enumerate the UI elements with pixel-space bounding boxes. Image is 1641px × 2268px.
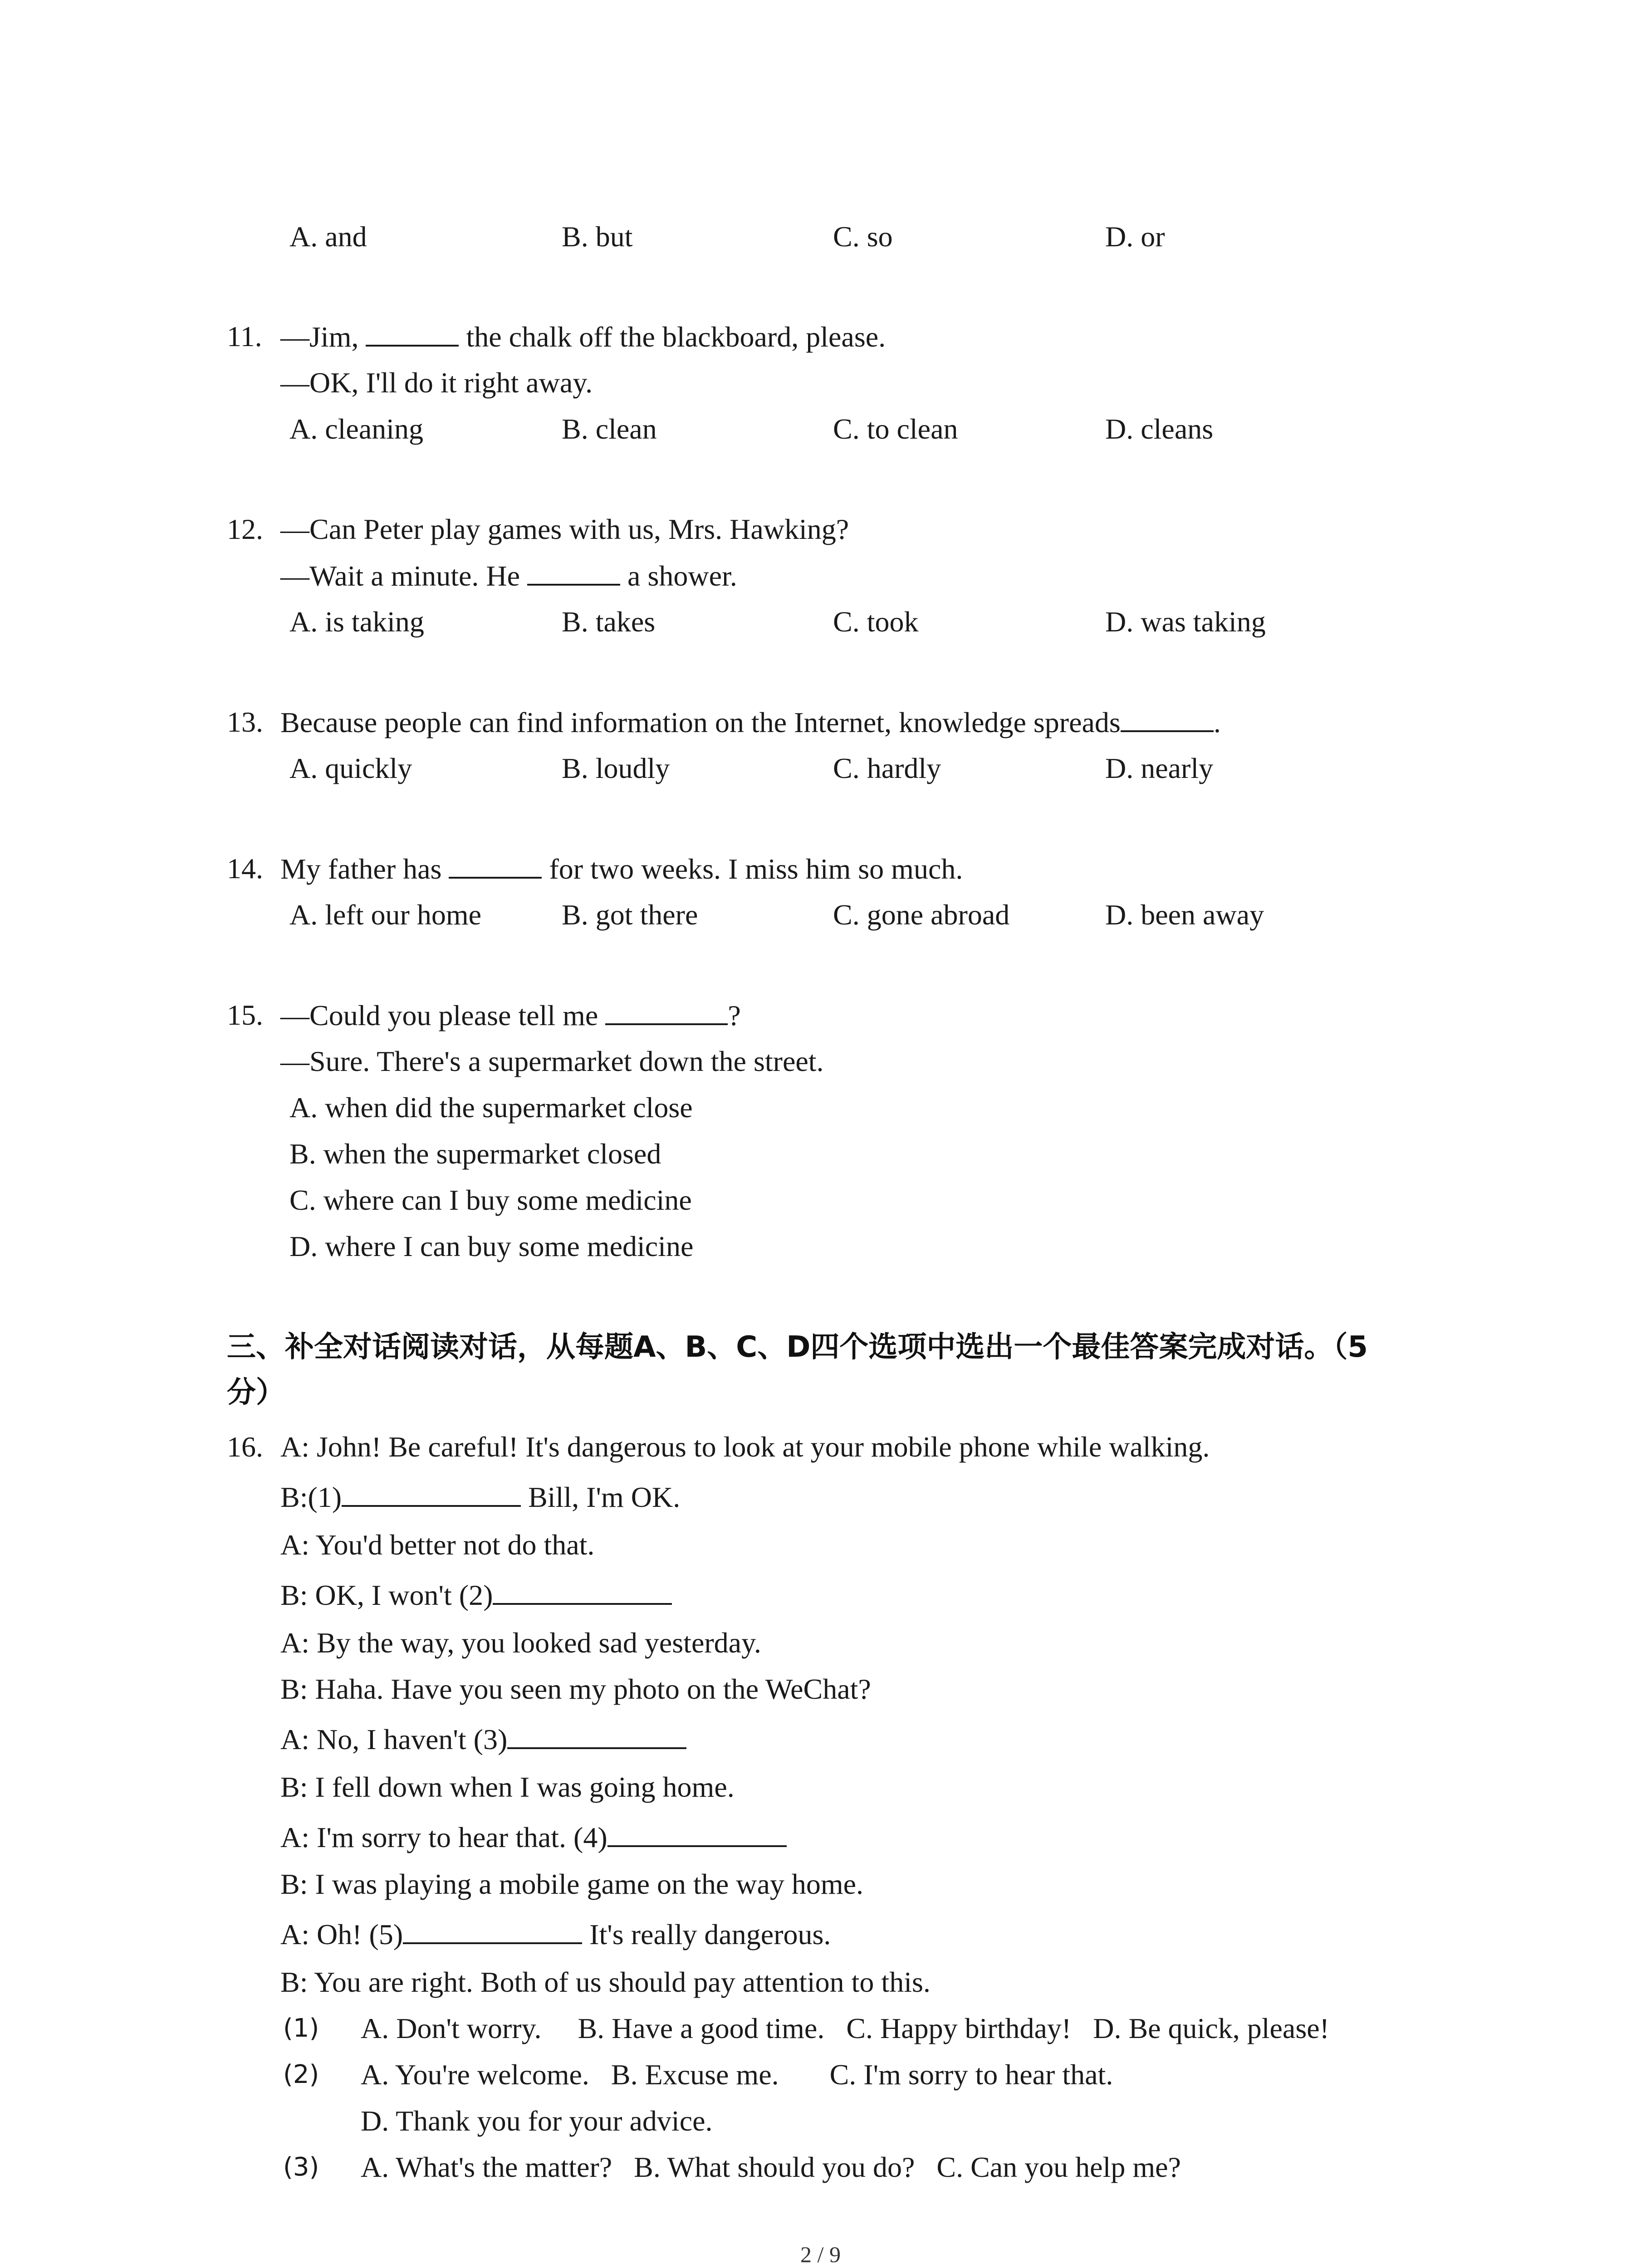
q12-option-a: A. is taking [289, 606, 424, 638]
q15-blank [605, 997, 728, 1025]
q14-stem-post: for two weeks. I miss him so much. [542, 853, 963, 885]
q15-stem-pre: —Could you please tell me [280, 999, 606, 1031]
sub-question-label: (3) [283, 2152, 319, 2182]
sub-question-options: A. What's the matter? B. What should you do? C. Can you help me? [361, 2151, 1181, 2183]
q11-option-b: B. clean [562, 413, 657, 445]
q15-option-b: B. when the supermarket closed [289, 1138, 661, 1170]
dialogue-line: B: Haha. Have you seen my photo on the WeChat? [280, 1673, 871, 1705]
q11-option-d: D. cleans [1105, 413, 1214, 445]
dialogue-blank-1 [342, 1479, 521, 1507]
q16-number: 16. [227, 1431, 263, 1463]
dialogue-post: It's really dangerous. [582, 1918, 831, 1950]
q11-stem-pre: —Jim, [280, 321, 366, 353]
dialogue-blank-3 [507, 1721, 686, 1749]
dialogue-line [280, 1479, 680, 1515]
q12-blank [527, 557, 620, 586]
dialogue-line: A: By the way, you looked sad yesterday. [280, 1627, 761, 1659]
q12-stem: —Can Peter play games with us, Mrs. Hawking? [280, 513, 849, 545]
q13-option-d: D. nearly [1105, 752, 1214, 784]
q10-option-a: A. and [289, 220, 367, 253]
dialogue-line: A: You'd better not do that. [280, 1529, 595, 1561]
dialogue-post: Bill, I'm OK. [521, 1481, 681, 1513]
page-number: 2 / 9 [800, 2242, 841, 2267]
q10-option-b: B. but [562, 220, 633, 253]
q13-option-c: C. hardly [833, 752, 941, 784]
q13-stem-post: . [1213, 706, 1221, 738]
q15-option-c: C. where can I buy some medicine [289, 1184, 692, 1216]
q15-stem-post: ? [728, 999, 741, 1031]
q13-option-b: B. loudly [562, 752, 670, 784]
dialogue-line [280, 1577, 672, 1613]
q14-option-b: B. got there [562, 899, 698, 931]
section-3-heading-line1: 三、补全对话阅读对话，从每题A、B、C、D四个选项中选出一个最佳答案完成对话。（5 [227, 1330, 1368, 1364]
dialogue-pre: A: I'm sorry to hear that. (4) [280, 1821, 607, 1853]
q10-option-c: C. so [833, 220, 893, 253]
q12-number: 12. [227, 513, 263, 545]
q14-option-d: D. been away [1105, 899, 1264, 931]
q15-option-d: D. where I can buy some medicine [289, 1230, 694, 1262]
q13-stem-pre: Because people can find information on the Internet, knowledge spreads [280, 706, 1121, 738]
q14-blank [449, 850, 542, 879]
q12-option-c: C. took [833, 606, 919, 638]
q15-option-a: A. when did the supermarket close [289, 1091, 693, 1124]
dialogue-line [280, 1819, 787, 1856]
q12-response-post: a shower. [620, 560, 737, 592]
dialogue-line: B: I fell down when I was going home. [280, 1771, 735, 1803]
q11-number: 11. [227, 320, 262, 352]
sub-question-options-cont: D. Thank you for your advice. [361, 2105, 713, 2137]
dialogue-line: B: I was playing a mobile game on the way home. [280, 1868, 864, 1900]
dialogue-pre: B:(1) [280, 1481, 342, 1513]
dialogue-line [280, 1916, 831, 1953]
sub-question-options: A. You're welcome. B. Excuse me. C. I'm sorry to hear that. [361, 2058, 1113, 2091]
q11-response: —OK, I'll do it right away. [280, 367, 593, 399]
dialogue-blank-2 [493, 1577, 672, 1605]
sub-question-options: A. Don't worry. B. Have a good time. C. Happy birthday! D. Be quick, please! [361, 2012, 1329, 2044]
q11-option-a: A. cleaning [289, 413, 423, 445]
q12-option-b: B. takes [562, 606, 656, 638]
q10-option-d: D. or [1105, 220, 1165, 253]
q13-blank [1121, 704, 1214, 732]
q12-response-pre: —Wait a minute. He [280, 560, 528, 592]
q11-stem-post: the chalk off the blackboard, please. [459, 321, 886, 353]
q14-option-c: C. gone abroad [833, 899, 1010, 931]
q11-option-c: C. to clean [833, 413, 958, 445]
q11-blank [366, 318, 459, 347]
q12-option-d: D. was taking [1105, 606, 1266, 638]
q13-option-a: A. quickly [289, 752, 412, 784]
dialogue-blank-5 [403, 1916, 582, 1944]
q13-stem [280, 704, 1221, 741]
dialogue-line: B: You are right. Both of us should pay attention to this. [280, 1966, 931, 1998]
dialogue-blank-4 [607, 1819, 787, 1847]
q11-stem [280, 318, 886, 355]
q13-number: 13. [227, 706, 263, 738]
q14-stem-pre: My father has [280, 853, 449, 885]
q14-stem [280, 850, 963, 887]
q14-option-a: A. left our home [289, 899, 481, 931]
q14-number: 14. [227, 852, 263, 885]
dialogue-pre: B: OK, I won't (2) [280, 1579, 493, 1611]
section-3-heading-line2: 分） [227, 1376, 285, 1409]
dialogue-pre: A: No, I haven't (3) [280, 1723, 508, 1755]
q15-stem [280, 997, 741, 1034]
dialogue-line: A: John! Be careful! It's dangerous to look at your mobile phone while walking. [280, 1431, 1210, 1463]
sub-question-label: (1) [283, 2014, 319, 2043]
sub-question-label: (2) [283, 2060, 319, 2089]
q12-response [280, 557, 737, 594]
q15-response: —Sure. There's a supermarket down the street. [280, 1045, 824, 1077]
dialogue-line [280, 1721, 686, 1758]
dialogue-pre: A: Oh! (5) [280, 1918, 403, 1950]
q15-number: 15. [227, 999, 263, 1031]
